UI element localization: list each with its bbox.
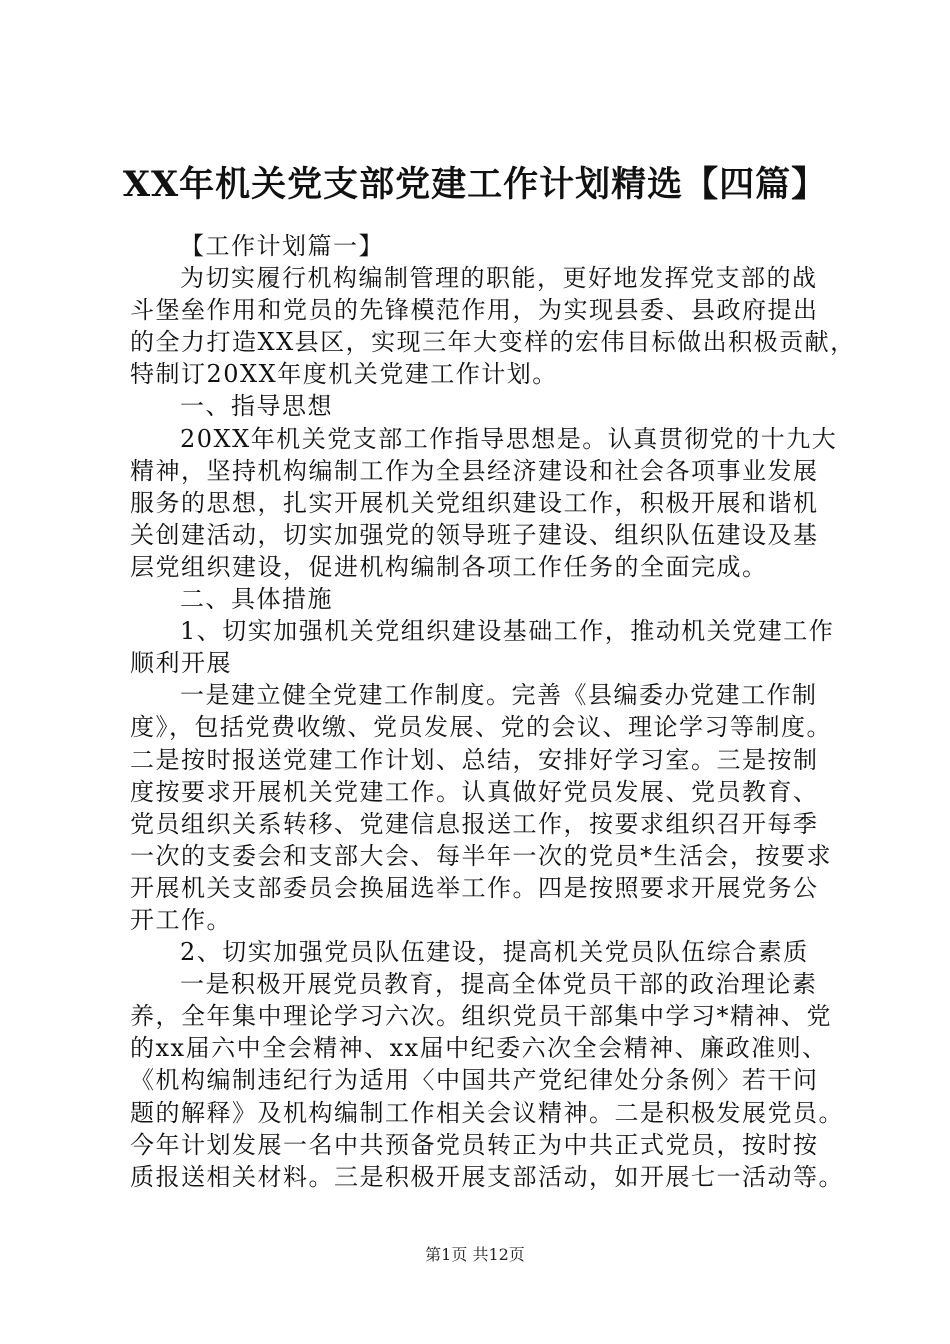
page-footer: 第1页 共12页 (425, 1245, 525, 1264)
body-text-line: 一是建立健全党建工作制度。完善《县编委办党建工作制 (180, 681, 818, 710)
body-text-line: 的全力打造XX县区，实现三年大变样的宏伟目标做出积极贡献， (130, 328, 856, 357)
body-text-line: 2、切实加强党员队伍建设，提高机关党员队伍综合素质 (180, 938, 809, 967)
body-text-line: 开工作。 (130, 905, 232, 934)
document-body (130, 230, 856, 1193)
body-text-line: 精神，坚持机构编制工作为全县经济建设和社会各项事业发展 (130, 456, 819, 485)
body-text-line: 1、切实加强机关党组织建设基础工作，推动机关党建工作 (180, 617, 835, 646)
body-text-line: 党员组织关系转移、党建信息报送工作，按要求组织召开每季 (130, 809, 819, 838)
body-text-line: 服务的思想，扎实开展机关党组织建设工作，积极开展和谐机 (130, 488, 819, 517)
body-text-line: 《机构编制违纪行为适用〈中国共产党纪律处分条例〉若干问 (130, 1066, 819, 1095)
body-text-line: 20XX年机关党支部工作指导思想是。认真贯彻党的十九大 (180, 424, 838, 453)
body-text-line: 一是积极开展党员教育，提高全体党员干部的政治理论素 (180, 970, 818, 999)
body-text-line: 度按要求开展机关党建工作。认真做好党员发展、党员教育、 (130, 777, 819, 806)
body-text-line: 关创建活动，切实加强党的领导班子建设、组织队伍建设及基 (130, 520, 819, 549)
body-text-line: 顺利开展 (130, 649, 232, 678)
document-title: XX年机关党支部党建工作计划精选【四篇】 (122, 164, 828, 205)
body-text-line: 度》，包括党费收缴、党员发展、党的会议、理论学习等制度。 (130, 713, 832, 742)
body-text-line: 特制订20XX年度机关党建工作计划。 (130, 360, 558, 389)
body-text-line: 质报送相关材料。三是积极开展支部活动，如开展七一活动等。 (130, 1162, 844, 1191)
body-text-line: 斗堡垒作用和党员的先锋模范作用，为实现县委、县政府提出 (130, 296, 819, 325)
body-text-line: 【工作计划篇一】 (180, 232, 384, 260)
body-text-line: 二、具体措施 (180, 585, 333, 614)
body-text-line: 二是按时报送党建工作计划、总结，安排好学习室。三是按制 (130, 745, 819, 774)
body-text-line: 养，全年集中理论学习六次。组织党员干部集中学习*精神、党 (130, 1002, 832, 1031)
body-text-line: 今年计划发展一名中共预备党员转正为中共正式党员，按时按 (130, 1130, 819, 1159)
body-text-line: 一、指导思想 (180, 392, 333, 421)
body-text-line: 的xx届六中全会精神、xx届中纪委六次全会精神、廉政准则、 (130, 1034, 828, 1063)
body-text-line: 开展机关支部委员会换届选举工作。四是按照要求开展党务公 (130, 873, 819, 902)
body-text-line: 为切实履行机构编制管理的职能，更好地发挥党支部的战 (180, 264, 818, 293)
body-text-line: 题的解释》及机构编制工作相关会议精神。二是积极发展党员。 (130, 1098, 844, 1127)
body-text-line: 一次的支委会和支部大会、每半年一次的党员*生活会，按要求 (130, 841, 832, 870)
body-text-line: 层党组织建设，促进机构编制各项工作任务的全面完成。 (130, 552, 768, 581)
